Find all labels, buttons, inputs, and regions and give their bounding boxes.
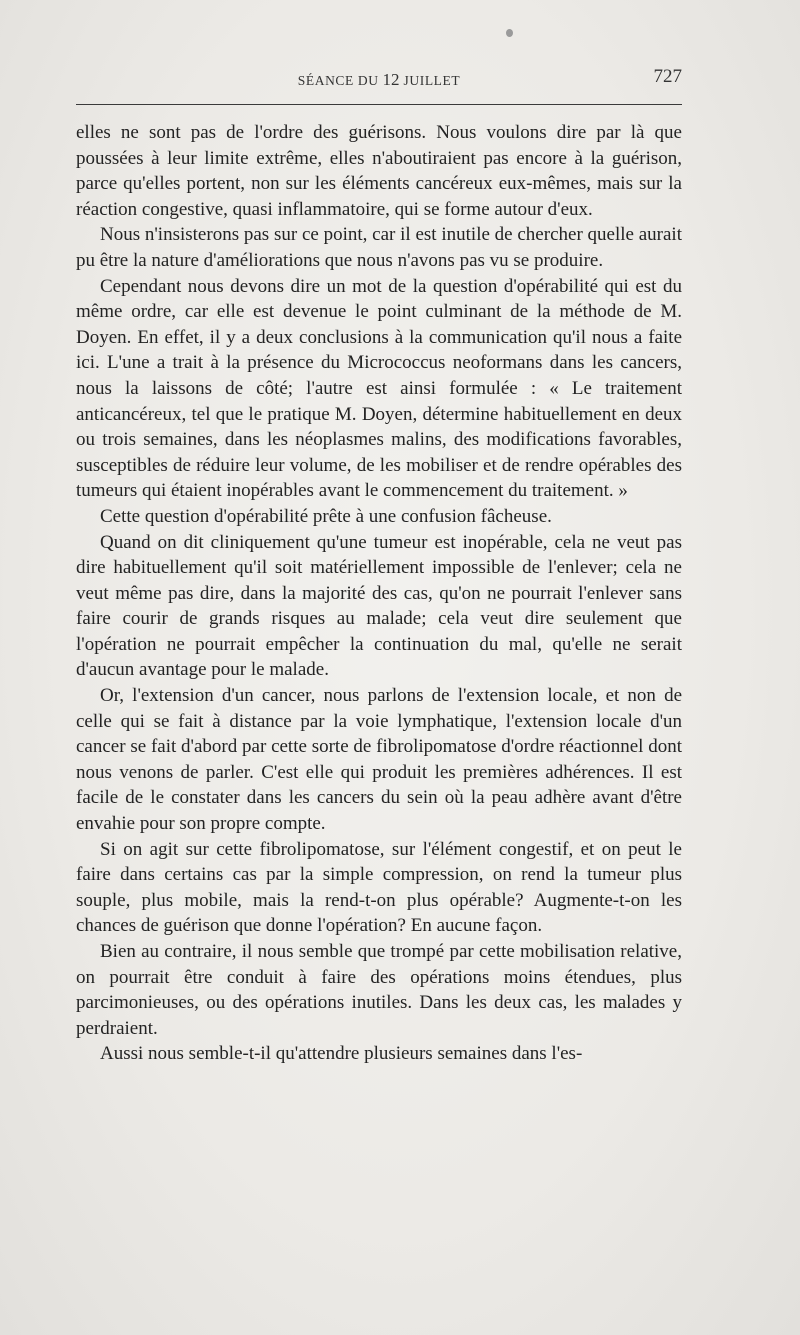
header-rule [76, 104, 682, 105]
page-number: 727 [653, 66, 682, 87]
paragraph-6: Or, l'extension d'un cancer, nous parlons de l'extension locale, et non de celle qui se fait à distance par la voie lymphatique, l'extension locale d'un cancer se fait d'abord par cette sorte de fibrolipomatose d'ordre réactionnel dont nous venons de parler. C'est elle qui produit les premières adhérences. Il est facile de le constater dans les cancers du sein où la peau adhère avant d'être envahie pour son propre compte. [76, 685, 682, 835]
paragraph-8: Bien au contraire, il nous semble que trompé par cette mobilisation relative, on pourrait être conduit à faire des opérations moins étendues, plus parcimonieuses, ou des opérations inutiles. Dans les deux cas, les malades y perdraient. [76, 941, 682, 1039]
paragraph-1: elles ne sont pas de l'ordre des guérisons. Nous voulons dire par là que poussées à leur limite extrême, elles n'aboutiraient pas encore à la guérison, parce qu'elles portent, non sur les éléments cancéreux eux-mêmes, mais sur la réaction congestive, quasi inflammatoire, qui se forme autour d'eux. [76, 122, 682, 220]
running-title-day: 12 [382, 70, 400, 89]
paragraph-7: Si on agit sur cette fibrolipomatose, sur l'élément congestif, et on peut le faire dans certains cas par la simple compression, on rend la tumeur plus souple, plus mobile, mais la rend-t-on plus opérable? Augmente-t-on les chances de guérison que donne l'opération? En aucune façon. [76, 838, 682, 937]
running-title [76, 70, 682, 90]
paragraph-3: Cependant nous devons dire un mot de la question d'opérabilité qui est du même ordre, car elle est devenue le point culminant de la méthode de M. Doyen. En effet, il y a deux conclusions à la communication qu'il nous a faite ici. L'une a trait à la présence du Micrococcus neoformans dans les cancers, nous la laissons de côté; l'autre est ainsi formulée : « Le traitement anticancéreux, tel que le pratique M. Doyen, détermine habituellement en deux ou trois semaines, dans les néoplasmes malins, des modifications favorables, susceptibles de réduire leur volume, de les mobiliser et de rendre opérables des tumeurs qui étaient inopérables avant le commencement du traitement. » [76, 275, 682, 502]
paragraph-9: Aussi nous semble-t-il qu'attendre plusieurs semaines dans l'es- [100, 1043, 583, 1065]
running-title-month: JUILLET [399, 73, 461, 88]
page-header [76, 62, 682, 92]
running-title-prefix: SÉANCE DU [297, 73, 383, 88]
ink-speck [506, 29, 513, 37]
body-text [76, 120, 682, 1067]
paragraph-4: Cette question d'opérabilité prête à une confusion fâcheuse. [100, 505, 552, 527]
paragraph-2: Nous n'insisterons pas sur ce point, car il est inutile de chercher quelle aurait pu être la nature d'améliorations que nous n'avons pas vu se produire. [76, 224, 682, 271]
paragraph-5: Quand on dit cliniquement qu'une tumeur est inopérable, cela ne veut pas dire habituellement qu'il soit matériellement impossible de l'enlever; cela ne veut même pas dire, dans la majorité des cas, qu'on ne pourrait l'enlever sans faire courir de grands risques au malade; cela veut dire seulement que l'opération ne pourrait empêcher la continuation du mal, qu'elle ne serait d'aucun avantage pour le malade. [76, 531, 682, 681]
